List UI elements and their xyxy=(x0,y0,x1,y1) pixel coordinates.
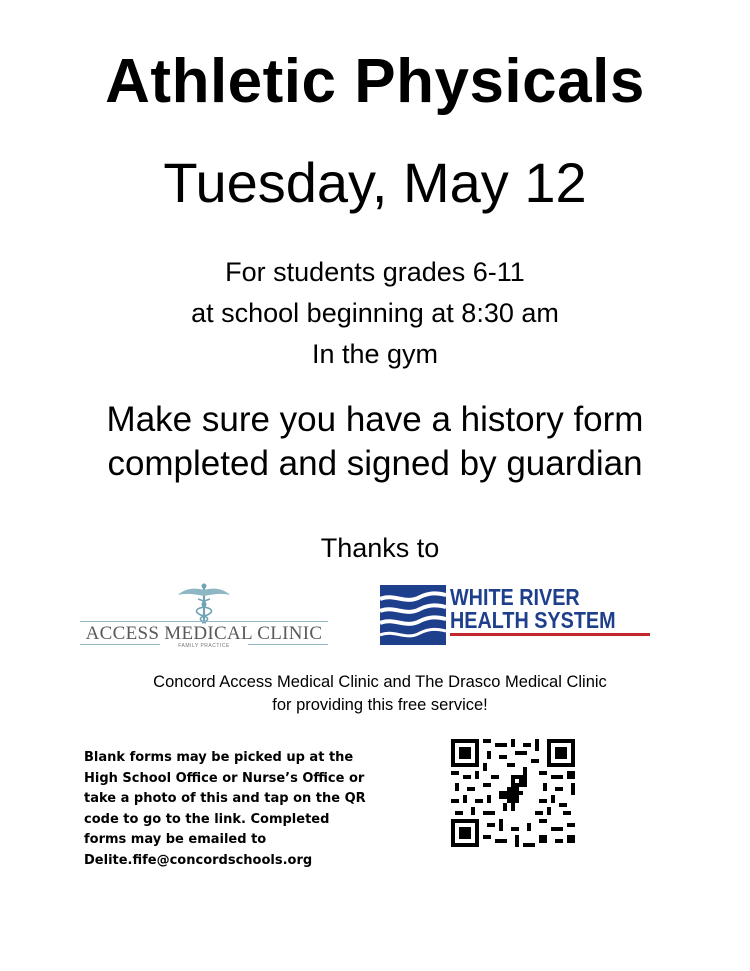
reminder-line-1: Make sure you have a history form xyxy=(106,400,644,439)
sponsor-acknowledgement xyxy=(0,671,750,717)
logo-divider xyxy=(248,644,328,645)
instruction-line: forms may be emailed to xyxy=(84,832,267,847)
event-details xyxy=(0,252,750,375)
thanks-heading: Thanks to xyxy=(320,533,440,563)
access-medical-clinic-name: ACCESS MEDICAL CLINIC xyxy=(85,623,323,644)
dinosaur-icon xyxy=(499,775,527,811)
caduceus-icon xyxy=(174,583,234,625)
white-river-underline xyxy=(450,633,650,636)
white-river-health-system-logo xyxy=(380,585,650,645)
white-river-name xyxy=(450,586,622,632)
detail-line-location: In the gym xyxy=(311,339,439,369)
access-medical-clinic-logo xyxy=(80,583,328,655)
instruction-line: Blank forms may be picked up at the xyxy=(84,750,354,765)
reminder-line-2: completed and signed by guardian xyxy=(107,444,643,483)
white-river-line-1: WHITE RIVER xyxy=(450,584,580,610)
contact-email: Delite.fife@concordschools.org xyxy=(84,852,313,868)
sponsor-line-2: for providing this free service! xyxy=(272,696,488,714)
detail-line-grades: For students grades 6-11 xyxy=(225,257,525,287)
access-medical-clinic-tagline: FAMILY PRACTICE xyxy=(178,643,230,649)
detail-line-time: at school beginning at 8:30 am xyxy=(191,298,559,328)
form-instructions xyxy=(84,748,384,871)
flyer-title: Athletic Physicals xyxy=(105,47,645,116)
event-date: Tuesday, May 12 xyxy=(163,151,587,214)
sponsor-line-1: Concord Access Medical Clinic and The Drasco Medical Clinic xyxy=(153,673,607,691)
logo-divider xyxy=(80,621,328,622)
instruction-line: code to go to the link. Completed xyxy=(84,811,330,827)
qr-code-icon[interactable] xyxy=(451,739,575,847)
instruction-line: take a photo of this and tap on the QR xyxy=(84,791,366,806)
white-river-line-2: HEALTH SYSTEM xyxy=(450,607,616,633)
history-form-reminder xyxy=(0,398,750,486)
instruction-line: High School Office or Nurse’s Office or xyxy=(84,770,365,786)
white-river-waves-icon xyxy=(380,585,446,645)
